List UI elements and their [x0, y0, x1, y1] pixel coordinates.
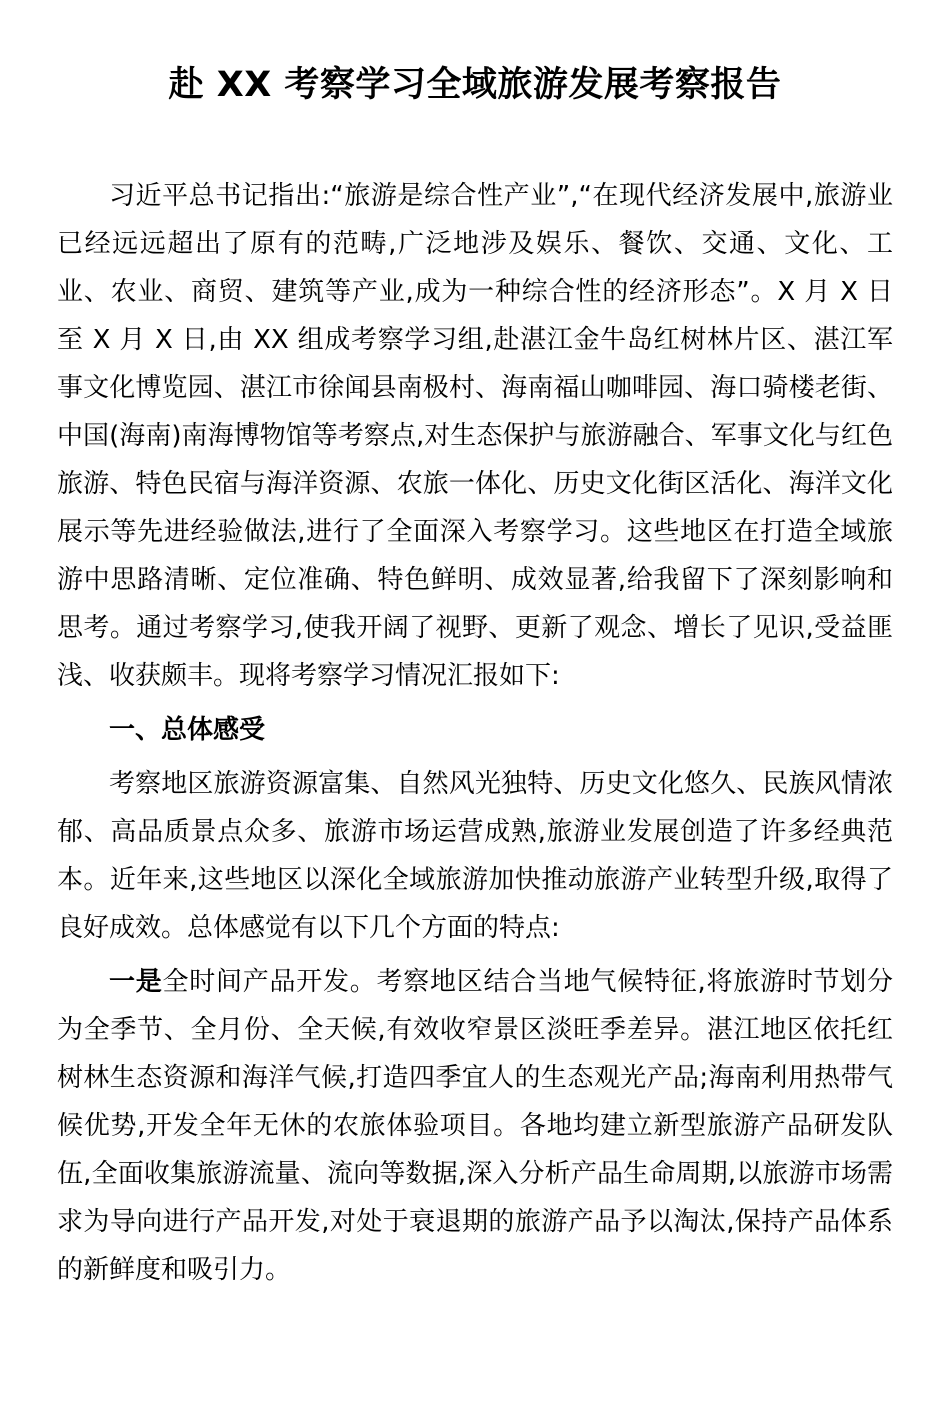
- page-title: 赴 XX 考察学习全域旅游发展考察报告: [168, 65, 782, 105]
- paragraph-overall-impression-body: 考察地区旅游资源富集、自然风光独特、历史文化悠久、民族风情浓郁、高品质景点众多、旅游市场运营成熟,旅游业发展创造了许多经典范本。近年来,这些地区以深化全域旅游加快推动旅游产业转型升级,取得了良好成效。总体感觉有以下几个方面的特点:: [57, 769, 893, 943]
- paragraph-point-one-text: 全时间产品开发。考察地区结合当地气候特征,将旅游时节划分为全季节、全月份、全天候,有效收窄景区淡旺季差异。湛江地区依托红树林生态资源和海洋气候,打造四季宜人的生态观光产品;海南利用热带气候优势,开发全年无休的农旅体验项目。各地均建立新型旅游产品研发队伍,全面收集旅游流量、流向等数据,深入分析产品生命周期,以旅游市场需求为导向进行产品开发,对处于衰退期的旅游产品予以淘汰,保持产品体系的新鲜度和吸引力。: [57, 967, 893, 1285]
- paragraph-point-one: [57, 958, 893, 1294]
- paragraph-intro: 习近平总书记指出:“旅游是综合性产业”,“在现代经济发展中,旅游业已经远远超出了原有的范畴,广泛地涉及娱乐、餐饮、交通、文化、工业、农业、商贸、建筑等产业,成为一种综合性的经济形态”。X 月 X 日至 X 月 X 日,由 XX 组成考察学习组,赴湛江金牛岛红树林片区、湛江军事文化博览园、湛江市徐闻县南极村、海南福山咖啡园、海口骑楼老街、中国(海南)南海博物馆等考察点,对生态保护与旅游融合、军事文化与红色旅游、特色民宿与海洋资源、农旅一体化、历史文化街区活化、海洋文化展示等先进经验做法,进行了全面深入考察学习。这些地区在打造全域旅游中思路清晰、定位准确、特色鲜明、成效显著,给我留下了深刻影响和思考。通过考察学习,使我开阔了视野、更新了观念、增长了见识,受益匪浅、收获颇丰。现将考察学习情况汇报如下:: [57, 181, 893, 691]
- paragraph-point-one-lead: 一是: [109, 967, 163, 997]
- document-page: [0, 62, 950, 1406]
- heading-overall-impression: 一、总体感受: [109, 715, 266, 745]
